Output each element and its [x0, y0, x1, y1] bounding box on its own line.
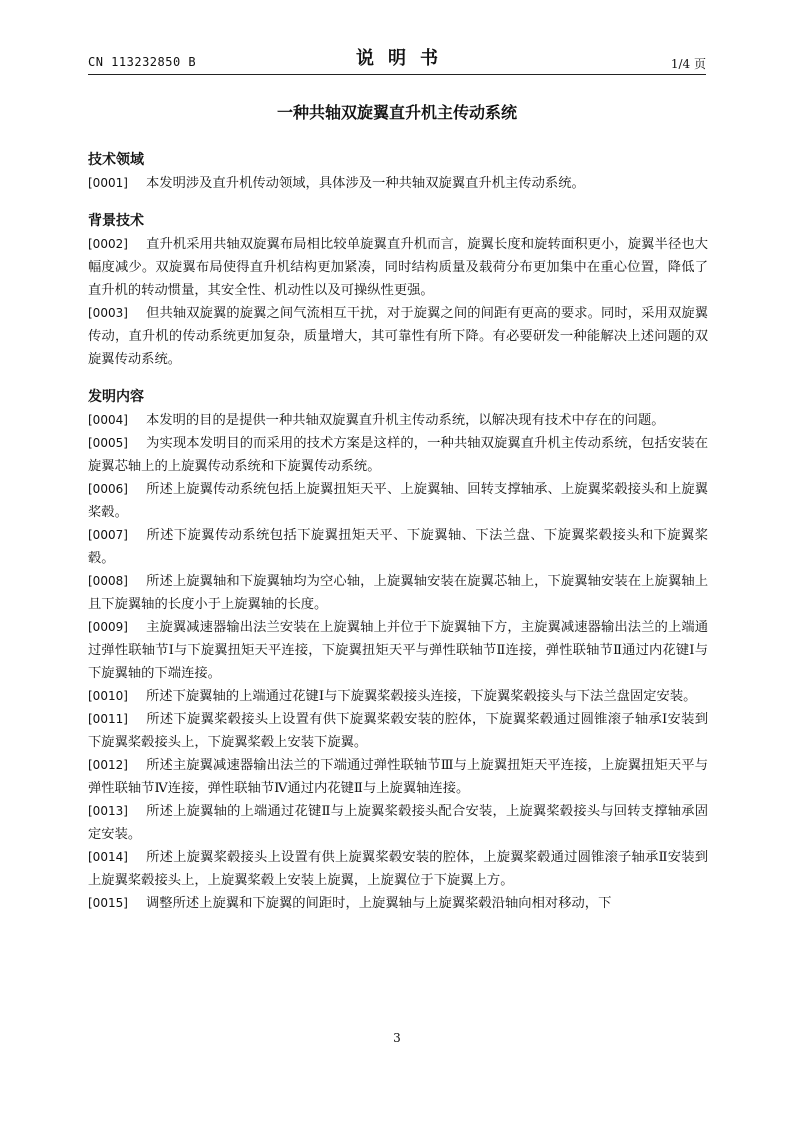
paragraph-text: 所述上旋翼桨毂接头上设置有供上旋翼桨毂安装的腔体，上旋翼桨毂通过圆锥滚子轴承Ⅱ安装到上旋翼桨毂接头上，上旋翼桨毂上安装上旋翼，上旋翼位于下旋翼上方。	[88, 850, 708, 888]
section-heading: 技术领域	[88, 152, 144, 168]
section	[88, 209, 708, 371]
paragraph-number: [0005]	[88, 436, 128, 450]
paragraph-text: 但共轴双旋翼的旋翼之间气流相互干扰，对于旋翼之间的间距有更高的要求。同时，采用双旋翼传动，直升机的传动系统更加复杂，质量增大，其可靠性有所下降。有必要研发一种能解决上述问题的双旋翼传动系统。	[88, 306, 708, 367]
paragraph-number: [0011]	[88, 712, 128, 726]
header-divider	[88, 74, 706, 75]
paragraph-text: 主旋翼减速器输出法兰安装在上旋翼轴上并位于下旋翼轴下方，主旋翼减速器输出法兰的上端通过弹性联轴节Ⅰ与下旋翼扭矩天平连接，下旋翼扭矩天平与弹性联轴节Ⅱ连接，弹性联轴节Ⅱ通过内花键Ⅰ与下旋翼轴的下端连接。	[88, 620, 708, 681]
patent-number: CN 113232850 B	[88, 55, 197, 69]
paragraph-text: 本发明涉及直升机传动领域，具体涉及一种共轴双旋翼直升机主传动系统。	[146, 176, 585, 191]
page-number: 3	[393, 1031, 401, 1045]
paragraph-text: 本发明的目的是提供一种共轴双旋翼直升机主传动系统，以解决现有技术中存在的问题。	[146, 413, 665, 428]
paragraph	[88, 800, 708, 846]
paragraph-number: [0002]	[88, 237, 128, 251]
section	[88, 148, 708, 195]
paragraph-number: [0014]	[88, 850, 128, 864]
paragraph	[88, 302, 708, 371]
section-heading: 发明内容	[88, 389, 144, 405]
paragraph	[88, 172, 708, 195]
paragraph-text: 为实现本发明目的而采用的技术方案是这样的，一种共轴双旋翼直升机主传动系统，包括安装在旋翼芯轴上的上旋翼传动系统和下旋翼传动系统。	[88, 436, 708, 474]
paragraph	[88, 570, 708, 616]
paragraph	[88, 432, 708, 478]
paragraph-number: [0007]	[88, 528, 128, 542]
paragraph-number: [0009]	[88, 620, 128, 634]
paragraph	[88, 685, 708, 708]
paragraph	[88, 233, 708, 302]
paragraph-text: 所述主旋翼减速器输出法兰的下端通过弹性联轴节Ⅲ与上旋翼扭矩天平连接，上旋翼扭矩天平与弹性联轴节Ⅳ连接，弹性联轴节Ⅳ通过内花键Ⅱ与上旋翼轴连接。	[88, 758, 708, 796]
paragraph-text: 所述上旋翼轴和下旋翼轴均为空心轴，上旋翼轴安装在旋翼芯轴上，下旋翼轴安装在上旋翼轴上且下旋翼轴的长度小于上旋翼轴的长度。	[88, 574, 708, 612]
document-title: 一种共轴双旋翼直升机主传动系统	[276, 103, 517, 122]
paragraph-text: 所述上旋翼轴的上端通过花键Ⅱ与上旋翼桨毂接头配合安装，上旋翼桨毂接头与回转支撑轴承固定安装。	[88, 804, 708, 842]
paragraph-text: 所述下旋翼桨毂接头上设置有供下旋翼桨毂安装的腔体，下旋翼桨毂通过圆锥滚子轴承Ⅰ安装到下旋翼桨毂接头上，下旋翼桨毂上安装下旋翼。	[88, 712, 708, 750]
paragraph-number: [0006]	[88, 482, 128, 496]
paragraph-text: 所述上旋翼传动系统包括上旋翼扭矩天平、上旋翼轴、回转支撑轴承、上旋翼桨毂接头和上旋翼桨毂。	[88, 482, 708, 520]
paragraph-number: [0015]	[88, 896, 128, 910]
paragraph	[88, 478, 708, 524]
page-count: 1/4 页	[670, 57, 706, 71]
paragraph-text: 所述下旋翼传动系统包括下旋翼扭矩天平、下旋翼轴、下法兰盘、下旋翼桨毂接头和下旋翼桨毂。	[88, 528, 708, 566]
paragraph	[88, 616, 708, 685]
paragraph-number: [0003]	[88, 306, 128, 320]
paragraph-number: [0010]	[88, 689, 128, 703]
section	[88, 385, 708, 915]
document-body	[88, 148, 708, 929]
paragraph	[88, 524, 708, 570]
section-heading: 背景技术	[88, 213, 144, 229]
page-header	[88, 44, 706, 74]
paragraph-text: 调整所述上旋翼和下旋翼的间距时，上旋翼轴与上旋翼桨毂沿轴向相对移动，下	[146, 896, 612, 911]
paragraph-number: [0001]	[88, 176, 128, 190]
paragraph	[88, 409, 708, 432]
paragraph-number: [0008]	[88, 574, 128, 588]
paragraph-number: [0012]	[88, 758, 128, 772]
paragraph-number: [0013]	[88, 804, 128, 818]
paragraph-text: 所述下旋翼轴的上端通过花键Ⅰ与下旋翼桨毂接头连接，下旋翼桨毂接头与下法兰盘固定安装。	[146, 689, 697, 704]
paragraph	[88, 708, 708, 754]
paragraph	[88, 892, 708, 915]
paragraph-number: [0004]	[88, 413, 128, 427]
section-label: 说明书	[356, 48, 452, 69]
paragraph	[88, 846, 708, 892]
paragraph-text: 直升机采用共轴双旋翼布局相比较单旋翼直升机而言，旋翼长度和旋转面积更小，旋翼半径也大幅度减少。双旋翼布局使得直升机结构更加紧凑，同时结构质量及载荷分布更加集中在重心位置，降低了直升机的转动惯量，其安全性、机动性以及可操纵性更强。	[88, 237, 708, 298]
paragraph	[88, 754, 708, 800]
